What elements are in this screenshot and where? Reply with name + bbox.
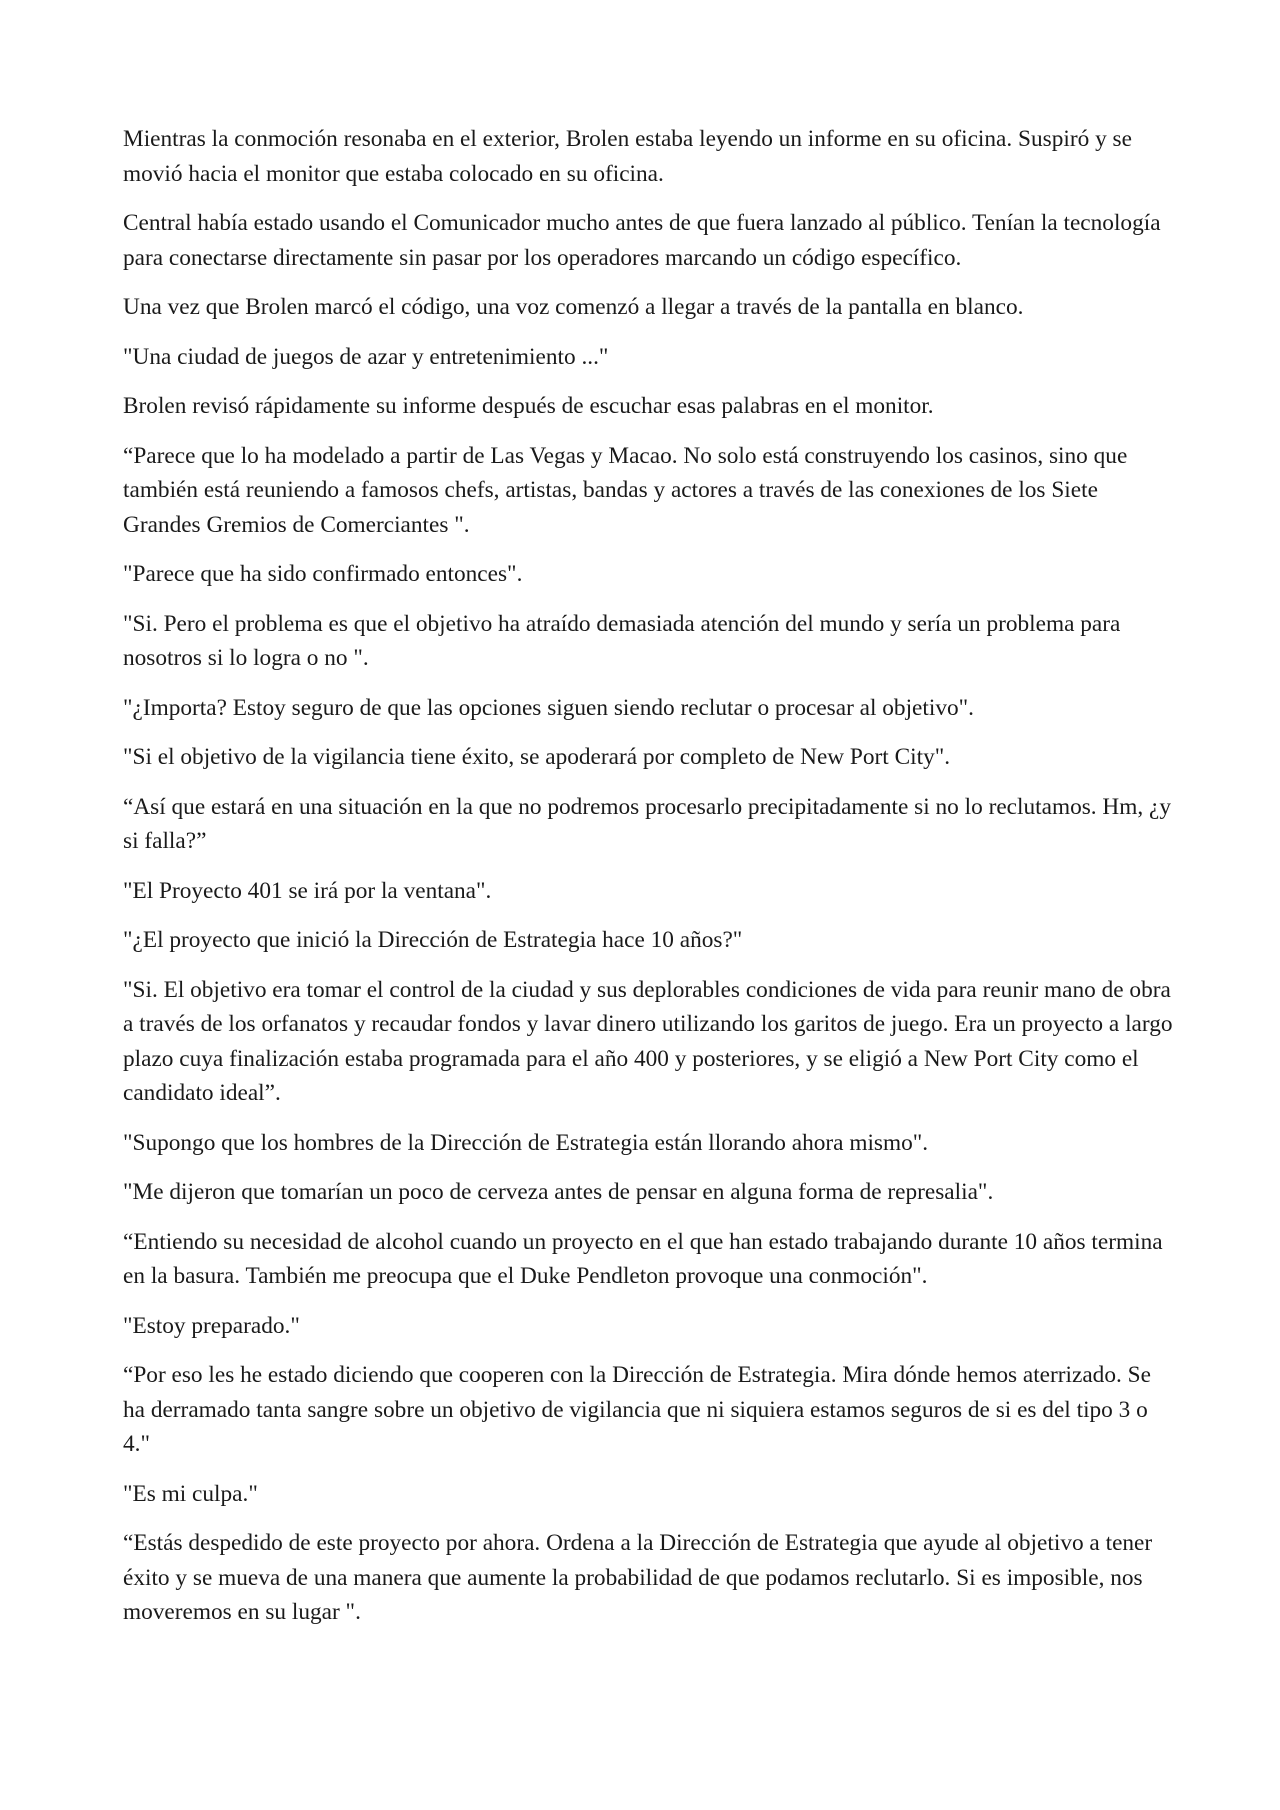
paragraph-5: Brolen revisó rápidamente su informe después de escuchar esas palabras en el monitor. <box>123 393 934 419</box>
document-page <box>123 122 1173 1645</box>
paragraph-16: "Me dijeron que tomarían un poco de cerveza antes de pensar en alguna forma de represalia". <box>123 1179 994 1205</box>
paragraph-15: "Supongo que los hombres de la Dirección de Estrategia están llorando ahora mismo". <box>123 1129 929 1156</box>
paragraph-6: “Parece que lo ha modelado a partir de Las Vegas y Macao. No solo está construyendo los casinos, sino que también está reuniendo a famosos chefs, artistas, bandas y actores a través de las conexiones de los Siete Grandes Gremios de Comerciantes ". <box>123 442 1128 538</box>
paragraph-12: "El Proyecto 401 se irá por la ventana". <box>123 877 492 904</box>
paragraph-10: "Si el objetivo de la vigilancia tiene éxito, se apoderará por completo de New Port City". <box>123 744 951 770</box>
paragraph-17: “Entiendo su necesidad de alcohol cuando un proyecto en el que han estado trabajando durante 10 años termina en la basura. También me preocupa que el Duke Pendleton provoque una conmoción". <box>123 1228 1163 1289</box>
paragraph-3: Una vez que Brolen marcó el código, una voz comenzó a llegar a través de la pantalla en blanco. <box>123 294 1024 320</box>
paragraph-11: “Así que estará en una situación en la que no podremos procesarlo precipitadamente si no lo reclutamos. Hm, ¿y si falla?” <box>123 793 1172 854</box>
paragraph-7: "Parece que ha sido confirmado entonces". <box>123 561 523 587</box>
paragraph-1: Mientras la conmoción resonaba en el exterior, Brolen estaba leyendo un informe en su oficina. Suspiró y se movió hacia el monitor que estaba colocado en su oficina. <box>123 126 1132 187</box>
paragraph-21: “Estás despedido de este proyecto por ahora. Ordena a la Dirección de Estrategia que ayude al objetivo a tener éxito y se mueva de una manera que aumente la probabilidad de que podamos reclutarlo. Si es imposible, nos moveremos en su lugar ". <box>123 1530 1153 1625</box>
paragraph-20: "Es mi culpa." <box>123 1480 258 1507</box>
paragraph-8: "Si. Pero el problema es que el objetivo ha atraído demasiada atención del mundo y sería un problema para nosotros si lo logra o no ". <box>123 610 1121 671</box>
paragraph-19: “Por eso les he estado diciendo que cooperen con la Dirección de Estrategia. Mira dónde hemos aterrizado. Se ha derramado tanta sangre sobre un objetivo de vigilancia que ni siquiera estamos seguros de si es del tipo 3 o 4." <box>123 1362 1151 1457</box>
paragraph-13: "¿El proyecto que inició la Dirección de Estrategia hace 10 años?" <box>123 927 743 953</box>
paragraph-2: Central había estado usando el Comunicador mucho antes de que fuera lanzado al público. Tenían la tecnología para conectarse directamente sin pasar por los operadores marcando un código específico. <box>123 210 1161 271</box>
paragraph-4: "Una ciudad de juegos de azar y entretenimiento ..." <box>123 343 609 370</box>
paragraph-18: "Estoy preparado." <box>123 1312 300 1339</box>
paragraph-9: "¿Importa? Estoy seguro de que las opciones siguen siendo reclutar o procesar al objetivo". <box>123 694 974 721</box>
paragraph-14: "Si. El objetivo era tomar el control de la ciudad y sus deplorables condiciones de vida para reunir mano de obra a través de los orfanatos y recaudar fondos y lavar dinero utilizando los garitos de juego. Era un proyecto a largo plazo cuya finalización estaba programada para el año 400 y posteriores, y se eligió a New Port City como el candidato ideal”. <box>123 976 1173 1106</box>
